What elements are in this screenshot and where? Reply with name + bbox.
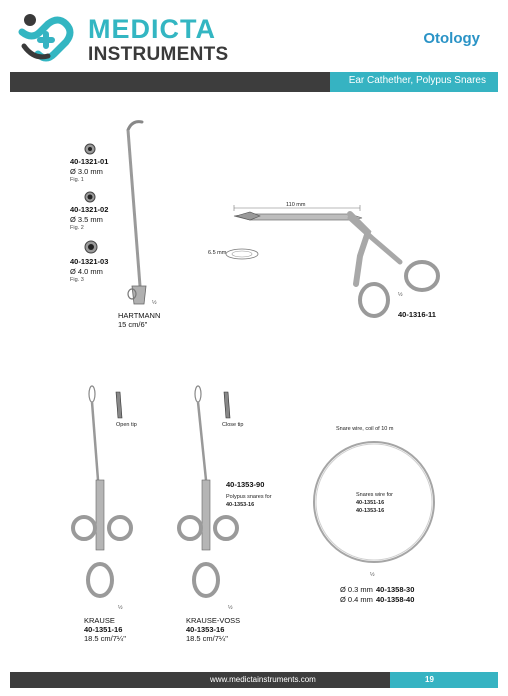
snare-wire-inner-label: Snares wire for [356, 492, 393, 498]
catheter-fig: Fig. 3 [70, 277, 84, 283]
catheter-code: 40-1321-03 [70, 257, 109, 266]
snare-wire-code: 40-1358-30 [376, 585, 415, 594]
dimension-length: 110 mm [286, 202, 306, 208]
hartmann-catheter-image [110, 118, 160, 308]
catheter-size: Ø 3.0 mm [70, 167, 103, 176]
footer-teal [390, 672, 498, 688]
scale-label: ½ [228, 605, 233, 611]
logo-mark-icon [18, 10, 82, 66]
forceps-code: 40-1316-11 [398, 310, 436, 319]
krause-snare-image [62, 380, 142, 612]
snare-wire-size: Ø 0.3 mm [340, 585, 373, 594]
banner-title: Ear Cathether, Polypus Snares [348, 75, 486, 86]
snare-wire-inner-code: 40-1351-16 [356, 500, 385, 506]
page-number: 19 [425, 675, 434, 684]
catheter-fig: Fig. 1 [70, 177, 84, 183]
hartmann-length: 15 cm/6" [118, 320, 148, 329]
snare-wire-title: Snare wire, coil of 10 m [336, 426, 394, 432]
krause-voss-name: KRAUSE-VOSS [186, 616, 241, 625]
polypus-snares-code: 40-1353-90 [226, 480, 265, 489]
banner-dark [10, 72, 330, 92]
catheter-code: 40-1321-01 [70, 157, 109, 166]
krause-voss-code: 40-1353-16 [186, 625, 225, 634]
krause-length: 18.5 cm/7¼" [84, 634, 126, 643]
krause-code: 40-1351-16 [84, 625, 123, 634]
snare-wire-code: 40-1358-40 [376, 595, 415, 604]
scale-label: ½ [118, 605, 123, 611]
catheter-size: Ø 4.0 mm [70, 267, 103, 276]
footer-url[interactable]: www.medictainstruments.com [210, 675, 316, 684]
scale-label: ½ [370, 572, 375, 578]
section-title: Otology [423, 30, 480, 47]
catheter-fig: Fig. 2 [70, 225, 84, 231]
tip-label: Close tip [222, 422, 244, 428]
catheter-code: 40-1321-02 [70, 205, 109, 214]
hartmann-name: HARTMANN [118, 311, 161, 320]
footer-dark [10, 672, 390, 688]
snare-wire-inner-code: 40-1353-16 [356, 508, 385, 514]
brand-subtitle: INSTRUMENTS [88, 44, 229, 65]
krause-voss-length: 18.5 cm/7¼" [186, 634, 228, 643]
snare-wire-size: Ø 0.4 mm [340, 595, 373, 604]
polypus-snares-desc: Polypus snares for [226, 494, 272, 500]
dimension-jaw: 6.5 mm [208, 250, 227, 256]
tip-label: Open tip [116, 422, 137, 428]
krause-name: KRAUSE [84, 616, 115, 625]
polypus-snares-for: 40-1353-16 [226, 502, 255, 508]
catheter-size: Ø 3.5 mm [70, 215, 103, 224]
scale-label: ½ [152, 300, 157, 306]
scale-label: ½ [398, 292, 403, 298]
brand-name: MEDICTA [88, 14, 216, 44]
